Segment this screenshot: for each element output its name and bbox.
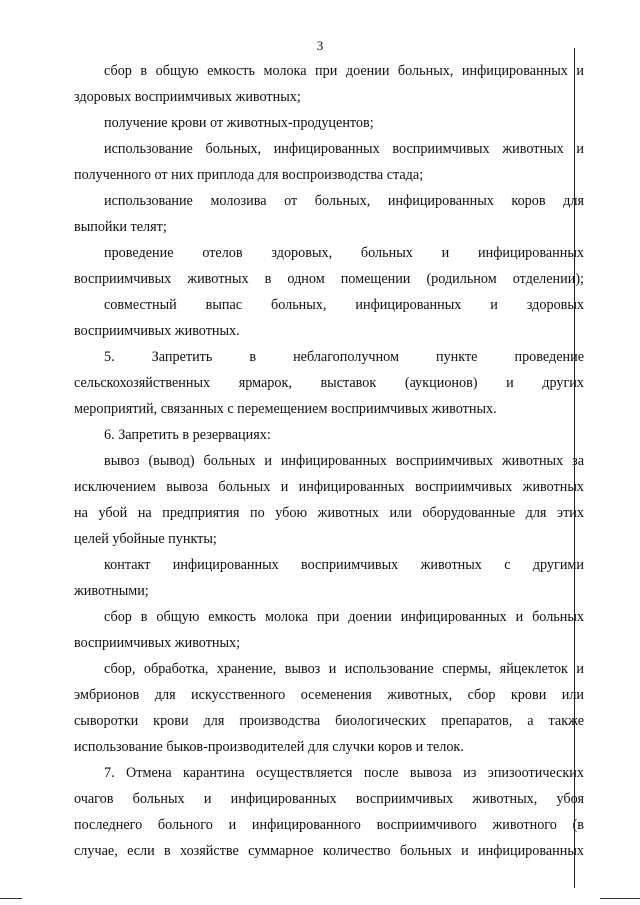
text-line: получение крови от животных-продуцентов; [104,115,374,131]
text-line: 6. Запретить в резервациях: [104,427,271,443]
text-line: восприимчивых животных. [74,323,240,339]
text-line: сыворотки крови для производства биологических препаратов, а также [74,713,584,729]
scan-corner-mark [0,898,22,899]
text-line: 5. Запретить в неблагополучном пункте проведение [104,349,584,365]
text-line: очагов больных и инфицированных восприимчивых животных, убоя [74,791,584,807]
text-line: 7. Отмена карантина осуществляется после вывоза из эпизоотических [104,765,584,781]
text-line: восприимчивых животных в одном помещении (родильном отделении); [74,271,584,287]
text-line: последнего больного и инфицированного восприимчивого животного (в [74,817,584,833]
text-line: совместный выпас больных, инфицированных и здоровых [104,297,584,313]
text-line: животными; [74,583,149,599]
text-line: выпойки телят; [74,219,167,235]
text-line: случае, если в хозяйстве суммарное количество больных и инфицированных [74,843,584,859]
text-line: использование молозива от больных, инфицированных коров для [104,193,584,209]
text-line: сельскохозяйственных ярмарок, выставок (аукционов) и других [74,375,584,391]
text-line: сбор в общую емкость молока при доении больных, инфицированных и [104,63,584,79]
text-line: восприимчивых животных; [74,635,241,651]
text-line: эмбрионов для искусственного осеменения животных, сбор крови или [74,687,584,703]
page-number: 3 [316,38,324,53]
text-line: использование больных, инфицированных восприимчивых животных и [104,141,584,157]
text-line: исключением вывоза больных и инфицированных восприимчивых животных [74,479,584,495]
text-line: мероприятий, связанных с перемещением восприимчивых животных. [74,401,497,417]
text-line: здоровых восприимчивых животных; [74,89,301,105]
text-line: контакт инфицированных восприимчивых животных с другими [104,557,584,573]
scan-corner-mark [600,898,640,899]
text-line: использование быков-производителей для случки коров и телок. [74,739,464,755]
text-line: сбор в общую емкость молока при доении инфицированных и больных [104,609,584,625]
text-line: вывоз (вывод) больных и инфицированных восприимчивых животных за [104,453,584,469]
text-line: проведение отелов здоровых, больных и инфицированных [104,245,584,261]
text-line: полученного от них приплода для воспроизводства стада; [74,167,424,183]
text-line: на убой на предприятия по убою животных или оборудованные для этих [74,505,584,521]
text-line: целей убойные пункты; [74,531,217,547]
text-line: сбор, обработка, хранение, вывоз и использование спермы, яйцеклеток и [104,661,584,677]
